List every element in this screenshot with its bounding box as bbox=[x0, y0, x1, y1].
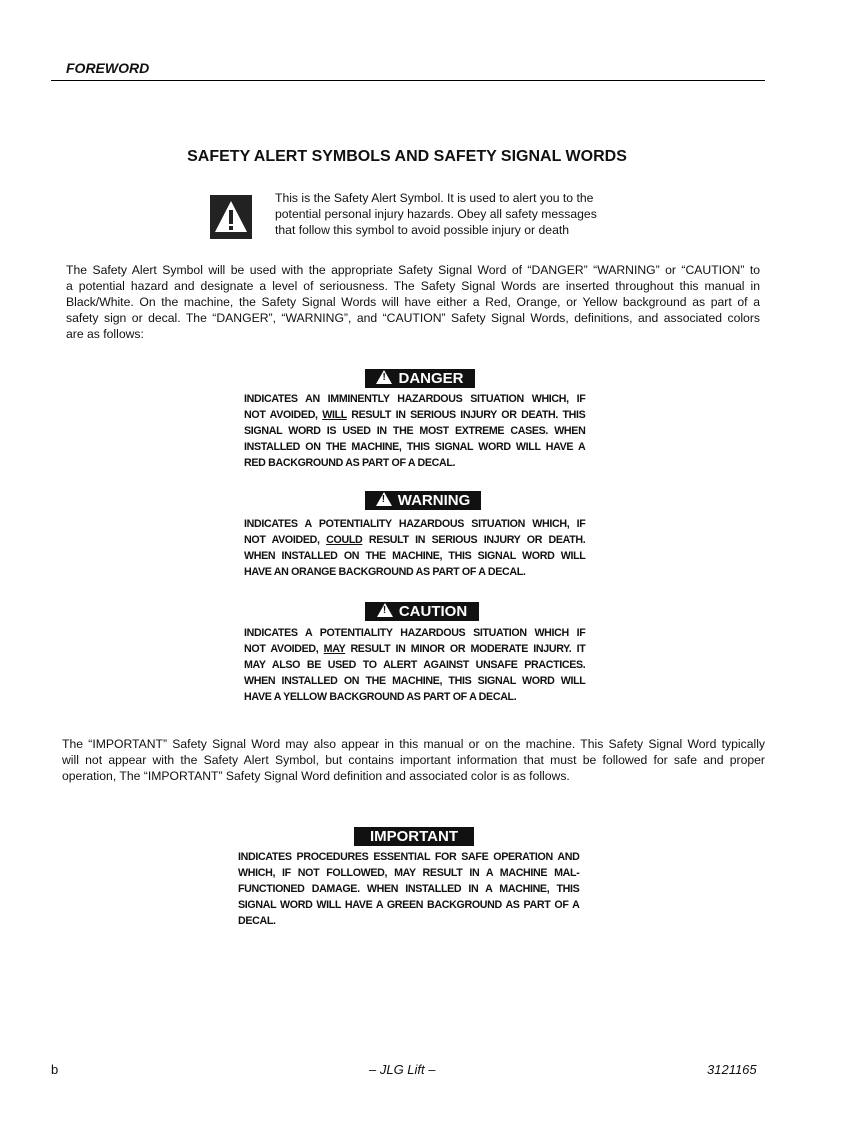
intro-paragraph bbox=[66, 262, 760, 342]
badge-label: WARNING bbox=[397, 492, 471, 509]
text-line: HAVE AN ORANGE BACKGROUND AS PART OF A DECAL. bbox=[244, 566, 526, 578]
danger-definition bbox=[244, 391, 585, 471]
text-line: potential personal injury hazards. Obey all safety messages bbox=[275, 207, 597, 221]
text-line: INSTALLED ON THE MACHINE, THIS SIGNAL WORD WILL HAVE A bbox=[244, 441, 586, 453]
caution-badge bbox=[365, 602, 479, 621]
text-line: This is the Safety Alert Symbol. It is used to alert you to the bbox=[275, 191, 594, 205]
text-line: INDICATES A POTENTIALITY HAZARDOUS SITUATION WHICH, IF bbox=[244, 518, 586, 530]
text-line: NOT AVOIDED, WILL RESULT IN SERIOUS INJURY OR DEATH. THIS bbox=[244, 409, 586, 421]
important-intro-paragraph bbox=[62, 736, 765, 784]
text-line: RED BACKGROUND AS PART OF A DECAL. bbox=[244, 457, 456, 469]
text-line: NOT AVOIDED, COULD RESULT IN SERIOUS INJURY OR DEATH. bbox=[244, 534, 586, 546]
caution-definition bbox=[244, 625, 585, 705]
text-line: WHEN INSTALLED ON THE MACHINE, THIS SIGNAL WORD WILL bbox=[244, 675, 586, 687]
text-line: FUNCTIONED DAMAGE. WHEN INSTALLED IN A MACHINE, THIS bbox=[238, 883, 580, 895]
safety-alert-icon bbox=[210, 195, 252, 239]
text-line: that follow this symbol to avoid possible injury or death bbox=[275, 223, 570, 237]
text-line: SIGNAL WORD IS USED IN THE MOST EXTREME CASES. WHEN bbox=[244, 425, 586, 437]
badge-label: DANGER bbox=[398, 370, 464, 387]
warning-badge bbox=[365, 491, 481, 510]
page-title: SAFETY ALERT SYMBOLS AND SAFETY SIGNAL WORDS bbox=[187, 148, 627, 165]
warning-triangle-icon bbox=[377, 603, 393, 617]
footer-brand: – JLG Lift – bbox=[369, 1062, 436, 1077]
text-line: INDICATES AN IMMINENTLY HAZARDOUS SITUATION WHICH, IF bbox=[244, 393, 586, 405]
text-line: NOT AVOIDED, MAY RESULT IN MINOR OR MODERATE INJURY. IT bbox=[244, 643, 586, 655]
text-line: SIGNAL WORD WILL HAVE A GREEN BACKGROUND AS PART OF A bbox=[238, 899, 580, 911]
warning-triangle-icon bbox=[376, 370, 392, 384]
alert-symbol-description bbox=[275, 190, 597, 238]
text-line: a potential hazard and designate a level of seriousness. The Safety Signal Words are inserted throughout this manual in bbox=[66, 279, 760, 293]
text-line: INDICATES A POTENTIALITY HAZARDOUS SITUATION WHICH IF bbox=[244, 627, 586, 639]
text-line: DECAL. bbox=[238, 915, 276, 927]
text-line: INDICATES PROCEDURES ESSENTIAL FOR SAFE OPERATION AND bbox=[238, 851, 580, 863]
text-line: safety sign or decal. The “DANGER”, “WARNING”, and “CAUTION” Safety Signal Words, definitions, and associated colors bbox=[66, 311, 760, 325]
important-badge: IMPORTANT bbox=[354, 827, 474, 846]
text-line: will not appear with the Safety Alert Symbol, but contains important information that must be followed for safe and proper bbox=[62, 753, 765, 767]
text-line: WHEN INSTALLED ON THE MACHINE, THIS SIGNAL WORD WILL bbox=[244, 550, 586, 562]
header-rule bbox=[51, 80, 765, 81]
text-line: WHICH, IF NOT FOLLOWED, MAY RESULT IN A MACHINE MAL- bbox=[238, 867, 580, 879]
text-line: The “IMPORTANT” Safety Signal Word may also appear in this manual or on the machine. This Safety Signal Word typically bbox=[62, 737, 765, 751]
section-header: FOREWORD bbox=[66, 60, 150, 76]
text-line: The Safety Alert Symbol will be used with the appropriate Safety Signal Word of “DANGER” “WARNING” or “CAUTION” to bbox=[66, 263, 760, 277]
document-number: 3121165 bbox=[707, 1062, 757, 1077]
warning-definition bbox=[244, 516, 585, 580]
important-definition bbox=[238, 849, 579, 929]
danger-badge bbox=[365, 369, 475, 388]
page-number: b bbox=[51, 1062, 59, 1077]
text-line: are as follows: bbox=[66, 327, 144, 341]
text-line: HAVE A YELLOW BACKGROUND AS PART OF A DECAL. bbox=[244, 691, 517, 703]
text-line: MAY ALSO BE USED TO ALERT AGAINST UNSAFE PRACTICES. bbox=[244, 659, 586, 671]
text-line: operation, The “IMPORTANT” Safety Signal Word definition and associated color is as follows. bbox=[62, 769, 570, 783]
warning-triangle-icon bbox=[376, 492, 392, 506]
badge-label: CAUTION bbox=[398, 603, 468, 620]
text-line: Black/White. On the machine, the Safety Signal Words will have either a Red, Orange, or Yellow background as part of a bbox=[66, 295, 760, 309]
